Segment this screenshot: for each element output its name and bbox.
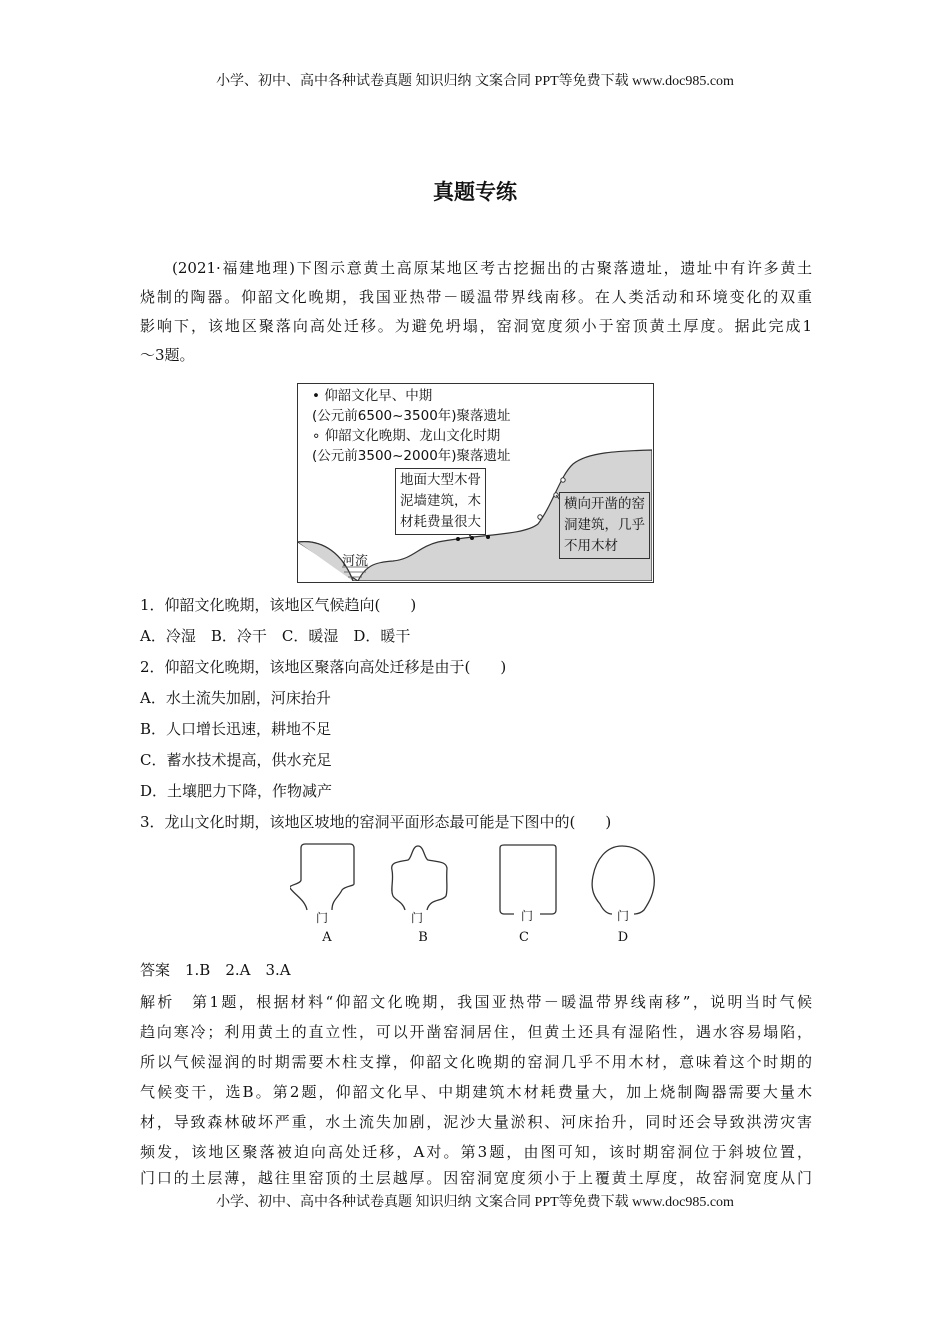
cave-plan-shapes	[290, 840, 670, 930]
analysis-line: 所以气候湿润的时期需要木柱支撑，仰韶文化晚期的窑洞几乎不用木材，意味着这个时期的	[140, 1053, 812, 1071]
callout-line: 横向开凿的窑	[564, 496, 645, 512]
question-2: 2．仰韶文化晚期，该地区聚落向高处迁移是由于( )	[140, 658, 507, 676]
loess-settlement-figure	[297, 383, 654, 583]
answer-line: 答案 1.B 2.A 3.A	[140, 961, 291, 979]
door-label-c: 门	[521, 909, 534, 923]
shape-label-a: A	[322, 930, 332, 945]
callout-line: 泥墙建筑，木	[400, 493, 481, 509]
analysis-line: 趋向寒冷；利用黄土的直立性，可以开凿窑洞居住，但黄土还具有湿陷性，遇水容易塌陷，	[140, 1023, 812, 1041]
shape-c	[500, 845, 556, 914]
shape-label-b: B	[418, 930, 428, 945]
question-2-option-b: B．人口增长迅速，耕地不足	[140, 720, 332, 738]
door-label-d: 门	[617, 909, 630, 923]
intro-line: 烧制的陶器。仰韶文化晚期，我国亚热带－暖温带界线南移。在人类活动和环境变化的双重	[140, 288, 812, 306]
legend-late-dates: (公元前3500~2000年)聚落遗址	[312, 448, 511, 464]
callout-line: 不用木材	[564, 538, 618, 554]
question-1-options: A．冷湿 B．冷干 C．暖湿 D．暖干	[140, 627, 411, 645]
callout-wood-buildings	[395, 468, 486, 535]
analysis-line: 频发，该地区聚落被迫向高处迁移，A对。第3题，由图可知，该时期窑洞位于斜坡位置，	[140, 1143, 812, 1161]
legend-early: • 仰韶文化早、中期	[312, 388, 433, 404]
shape-d	[592, 846, 654, 914]
page-footer: 小学、初中、高中各种试卷真题 知识归纳 文案合同 PPT等免费下载 www.doc985.com	[216, 1195, 734, 1210]
analysis-line: 解析 第1题，根据材料“仰韶文化晚期，我国亚热带－暖温带界线南移”，说明当时气候	[140, 993, 812, 1011]
callout-line: 材耗费量很大	[400, 514, 481, 530]
legend-late: ∘ 仰韶文化晚期、龙山文化时期	[312, 428, 501, 444]
shape-a	[290, 844, 354, 910]
analysis-line: 门口的土层薄，越往里窑顶的土层越厚。因窑洞宽度须小于上覆黄土厚度，故窑洞宽度从门	[140, 1169, 812, 1187]
intro-line: (2021·福建地理)下图示意黄土高原某地区考古挖掘出的古聚落遗址，遗址中有许多黄土	[172, 259, 812, 277]
shape-label-c: C	[519, 930, 529, 945]
question-1: 1．仰韶文化晚期，该地区气候趋向( )	[140, 596, 417, 614]
intro-line: ～3题。	[140, 346, 195, 364]
shape-b	[392, 846, 447, 910]
question-3: 3．龙山文化时期，该地区坡地的窑洞平面形态最可能是下图中的( )	[140, 813, 612, 831]
question-2-option-d: D．土壤肥力下降，作物减产	[140, 782, 333, 800]
callout-cave-dwellings	[559, 492, 650, 559]
river-label: 河流	[342, 554, 369, 569]
intro-line: 影响下，该地区聚落向高处迁移。为避免坍塌，窑洞宽度须小于窑顶黄土厚度。据此完成1	[140, 317, 812, 335]
analysis-line: 材，导致森林破坏严重，水土流失加剧，泥沙大量淤积、河床抬升，同时还会导致洪涝灾害	[140, 1113, 812, 1131]
analysis-line: 气候变干，选B。第2题，仰韶文化早、中期建筑木材耗费量大，加上烧制陶器需要大量木	[140, 1083, 812, 1101]
door-label-a: 门	[316, 911, 329, 925]
callout-line: 洞建筑，几乎	[564, 517, 645, 533]
door-label-b: 门	[411, 911, 424, 925]
page-header: 小学、初中、高中各种试卷真题 知识归纳 文案合同 PPT等免费下载 www.doc985.com	[216, 74, 734, 89]
page-title: 真题专练	[433, 180, 517, 204]
shape-label-d: D	[617, 930, 629, 945]
callout-line: 地面大型木骨	[400, 472, 481, 488]
question-2-option-a: A．水土流失加剧，河床抬升	[140, 689, 331, 707]
legend-early-dates: (公元前6500~3500年)聚落遗址	[312, 408, 511, 424]
question-2-option-c: C．蓄水技术提高，供水充足	[140, 751, 332, 769]
